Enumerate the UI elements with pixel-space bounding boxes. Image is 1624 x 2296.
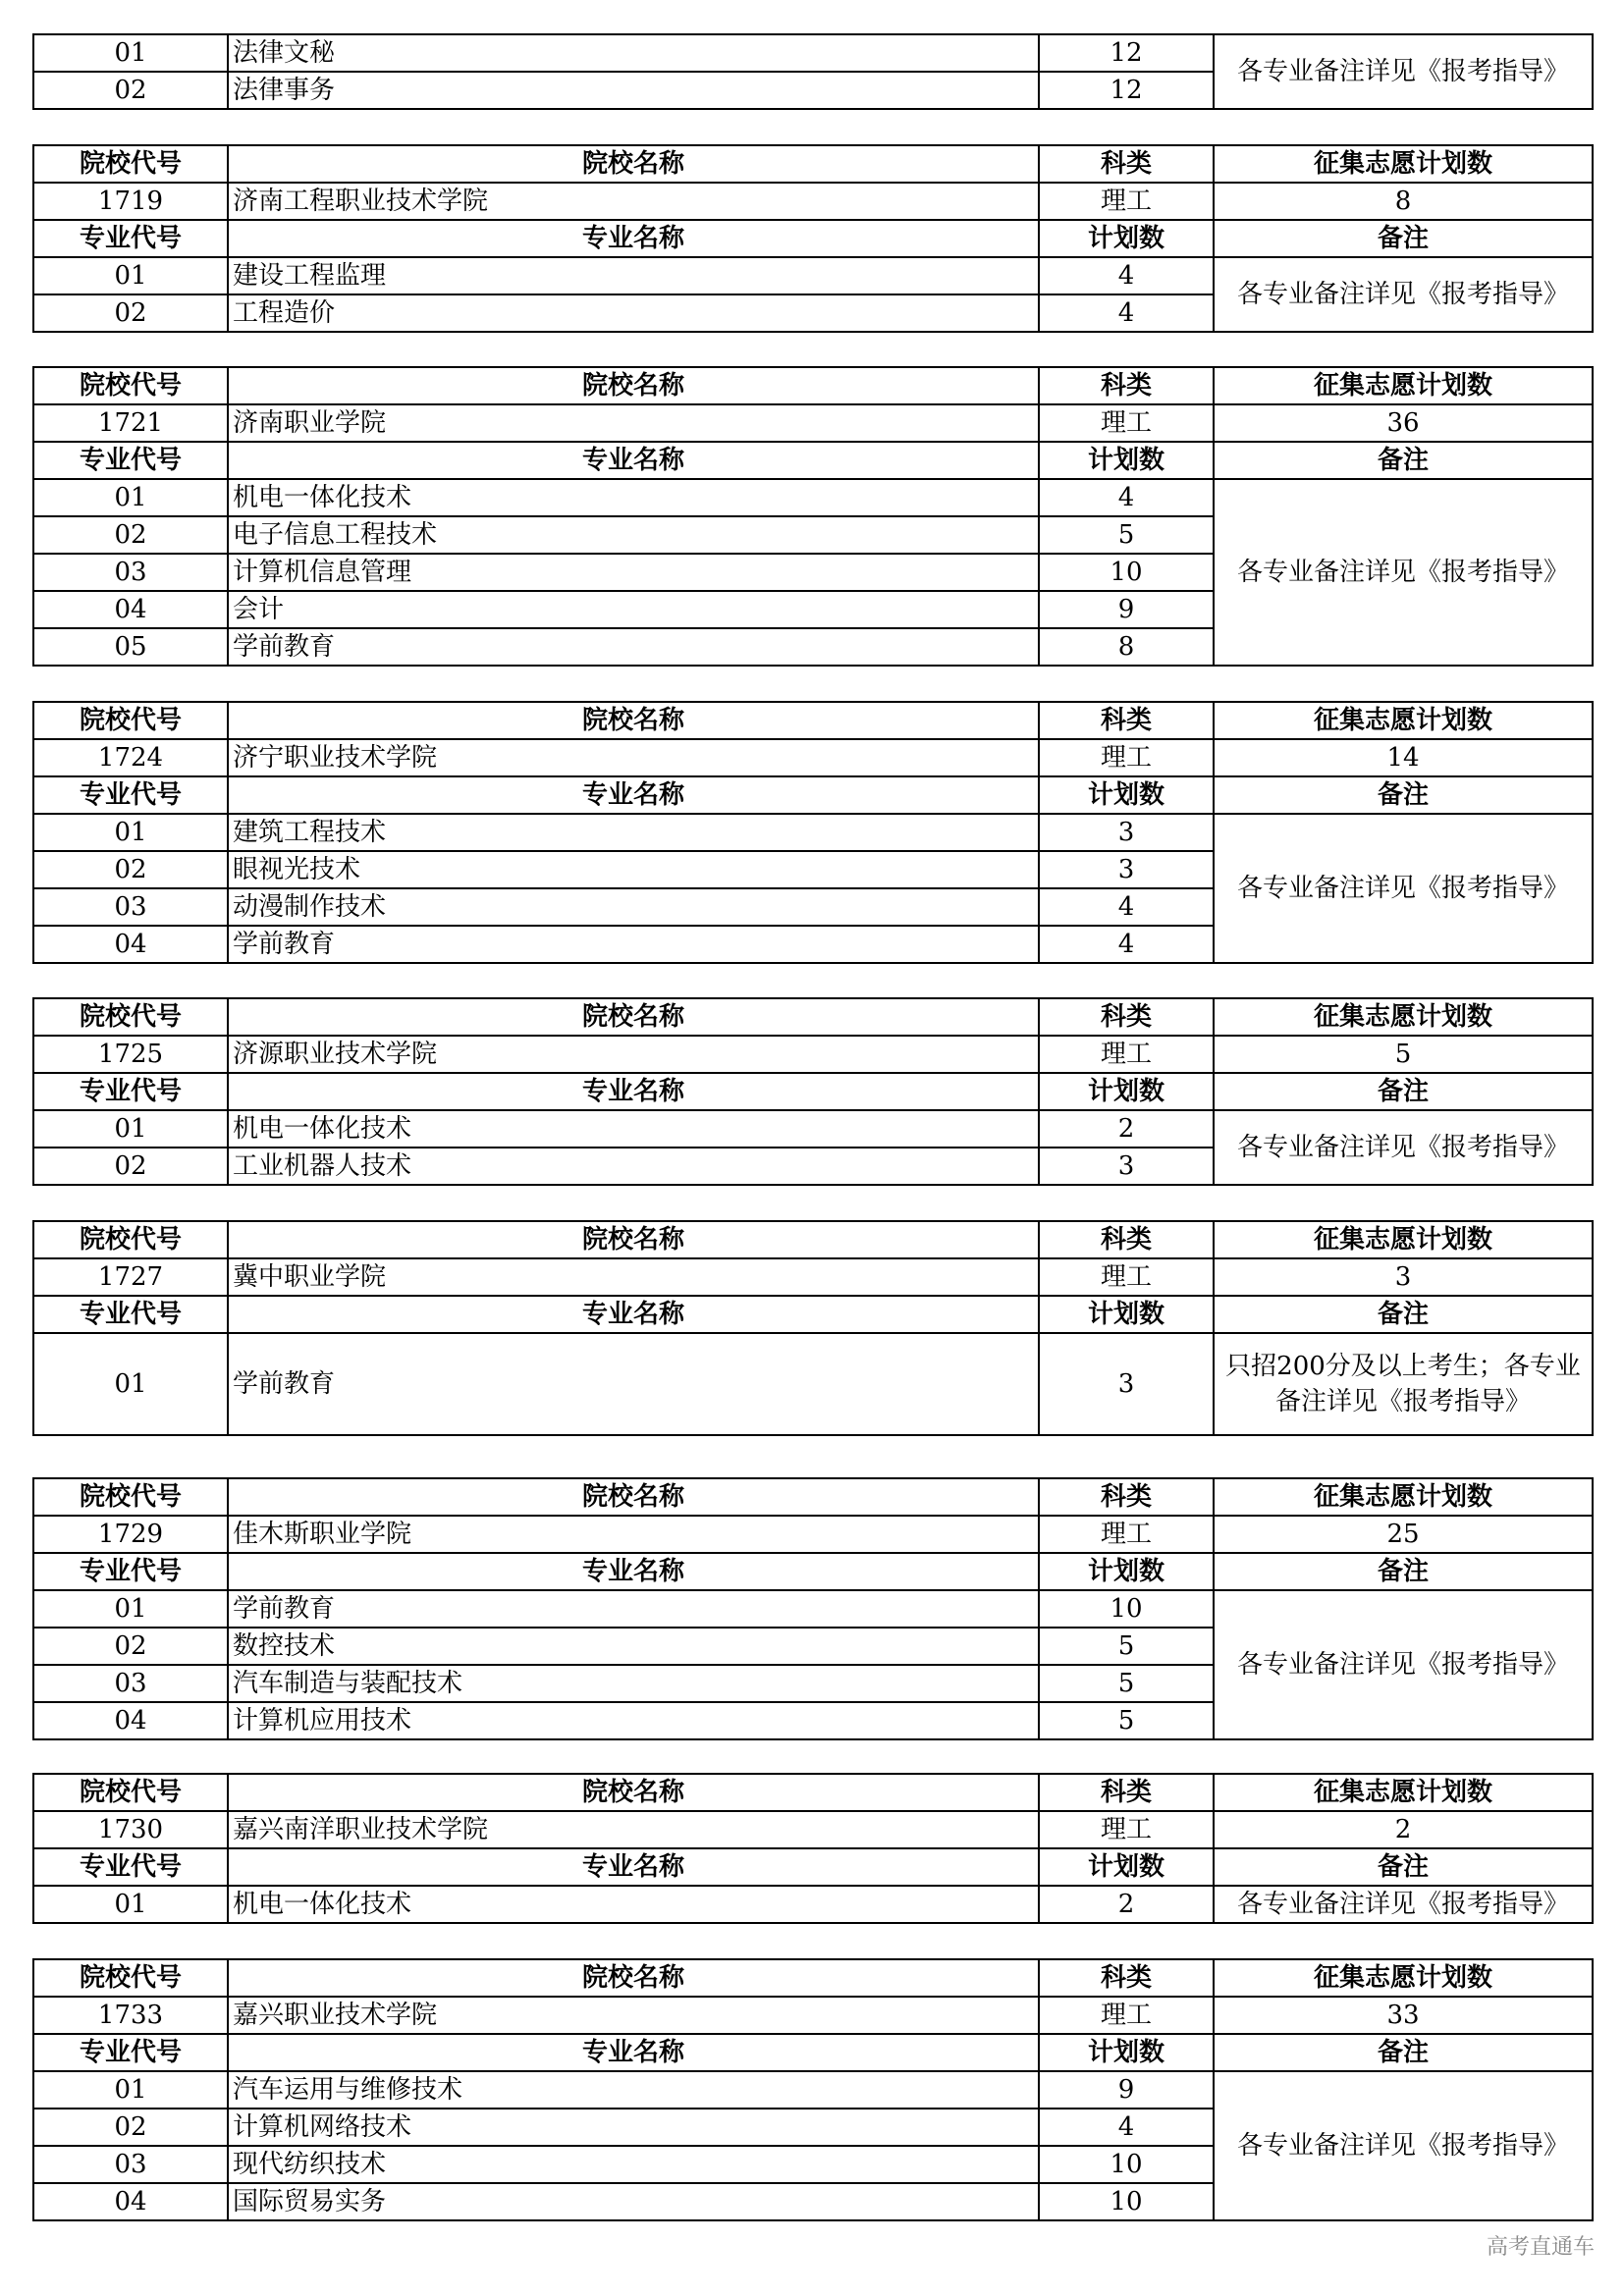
header-major-code: 专业代号 <box>33 220 228 257</box>
remark-line: 备注详见《报考指导》 <box>1274 1387 1531 1416</box>
header-category: 科类 <box>1039 702 1214 739</box>
header-major-name: 专业名称 <box>228 1073 1039 1110</box>
school-plan-total: 36 <box>1214 404 1593 442</box>
header-school-name: 院校名称 <box>228 702 1039 739</box>
header-category: 科类 <box>1039 367 1214 404</box>
major-code: 01 <box>33 1333 228 1435</box>
remark-cell: 各专业备注详见《报考指导》 <box>1214 1110 1593 1185</box>
header-remark: 备注 <box>1214 1553 1593 1590</box>
major-plan: 12 <box>1039 34 1214 72</box>
major-code: 04 <box>33 1702 228 1739</box>
school-name: 嘉兴职业技术学院 <box>228 1997 1039 2034</box>
major-plan: 4 <box>1039 888 1214 926</box>
table-row <box>33 1333 1593 1435</box>
major-header-row <box>33 220 1593 257</box>
school-row <box>33 1516 1593 1553</box>
major-header-row <box>33 776 1593 814</box>
major-code: 02 <box>33 1628 228 1665</box>
header-category: 科类 <box>1039 145 1214 183</box>
school-header-row <box>33 367 1593 404</box>
major-header-row <box>33 1848 1593 1886</box>
header-category: 科类 <box>1039 1959 1214 1997</box>
remark-cell: 各专业备注详见《报考指导》 <box>1214 34 1593 109</box>
header-plan: 计划数 <box>1039 776 1214 814</box>
major-name: 机电一体化技术 <box>228 1110 1039 1148</box>
major-plan: 3 <box>1039 1333 1214 1435</box>
remark-cell: 各专业备注详见《报考指导》 <box>1214 2071 1593 2220</box>
major-code: 02 <box>33 2109 228 2146</box>
major-code: 01 <box>33 1590 228 1628</box>
school-header-row <box>33 1959 1593 1997</box>
major-plan: 12 <box>1039 72 1214 109</box>
major-code: 03 <box>33 888 228 926</box>
header-remark: 备注 <box>1214 2034 1593 2071</box>
school-category: 理工 <box>1039 183 1214 220</box>
major-code: 02 <box>33 72 228 109</box>
header-plan: 计划数 <box>1039 442 1214 479</box>
header-plan-total: 征集志愿计划数 <box>1214 145 1593 183</box>
major-header-row <box>33 2034 1593 2071</box>
school-category: 理工 <box>1039 1997 1214 2034</box>
header-school-code: 院校代号 <box>33 1959 228 1997</box>
school-code: 1730 <box>33 1811 228 1848</box>
header-plan-total: 征集志愿计划数 <box>1214 1478 1593 1516</box>
header-plan-total: 征集志愿计划数 <box>1214 998 1593 1036</box>
major-plan: 10 <box>1039 554 1214 591</box>
header-school-name: 院校名称 <box>228 1959 1039 1997</box>
major-name: 学前教育 <box>228 628 1039 666</box>
major-plan: 5 <box>1039 1702 1214 1739</box>
major-code: 01 <box>33 1110 228 1148</box>
table-row <box>33 257 1593 294</box>
header-plan-total: 征集志愿计划数 <box>1214 1221 1593 1258</box>
header-plan: 计划数 <box>1039 1553 1214 1590</box>
school-name: 佳木斯职业学院 <box>228 1516 1039 1553</box>
major-plan: 2 <box>1039 1886 1214 1923</box>
school-table <box>32 1958 1594 2221</box>
school-plan-total: 14 <box>1214 739 1593 776</box>
major-name: 计算机应用技术 <box>228 1702 1039 1739</box>
major-name: 学前教育 <box>228 1333 1039 1435</box>
table-row <box>33 814 1593 851</box>
school-row <box>33 1036 1593 1073</box>
header-plan-total: 征集志愿计划数 <box>1214 367 1593 404</box>
major-name: 学前教育 <box>228 926 1039 963</box>
header-school-name: 院校名称 <box>228 1221 1039 1258</box>
header-remark: 备注 <box>1214 1848 1593 1886</box>
major-code: 04 <box>33 926 228 963</box>
header-school-name: 院校名称 <box>228 367 1039 404</box>
header-remark: 备注 <box>1214 442 1593 479</box>
header-category: 科类 <box>1039 1221 1214 1258</box>
major-plan: 4 <box>1039 926 1214 963</box>
header-school-code: 院校代号 <box>33 1221 228 1258</box>
school-name: 济源职业技术学院 <box>228 1036 1039 1073</box>
remark-cell: 各专业备注详见《报考指导》 <box>1214 257 1593 332</box>
school-name: 济宁职业技术学院 <box>228 739 1039 776</box>
header-major-code: 专业代号 <box>33 442 228 479</box>
major-code: 01 <box>33 479 228 516</box>
header-plan: 计划数 <box>1039 1296 1214 1333</box>
header-plan: 计划数 <box>1039 1848 1214 1886</box>
major-name: 法律文秘 <box>228 34 1039 72</box>
header-plan-total: 征集志愿计划数 <box>1214 702 1593 739</box>
school-plan-total: 8 <box>1214 183 1593 220</box>
header-remark: 备注 <box>1214 220 1593 257</box>
major-code: 04 <box>33 591 228 628</box>
school-name: 济南职业学院 <box>228 404 1039 442</box>
major-plan: 2 <box>1039 1110 1214 1148</box>
school-table <box>32 997 1594 1186</box>
school-header-row <box>33 1221 1593 1258</box>
school-plan-total: 5 <box>1214 1036 1593 1073</box>
header-major-code: 专业代号 <box>33 1073 228 1110</box>
school-table <box>32 701 1594 964</box>
major-plan: 9 <box>1039 2071 1214 2109</box>
major-code: 01 <box>33 2071 228 2109</box>
major-plan: 4 <box>1039 294 1214 332</box>
header-plan: 计划数 <box>1039 220 1214 257</box>
school-row <box>33 1258 1593 1296</box>
major-code: 05 <box>33 628 228 666</box>
remark-cell: 各专业备注详见《报考指导》 <box>1214 814 1593 963</box>
major-name: 会计 <box>228 591 1039 628</box>
major-code: 03 <box>33 2146 228 2183</box>
school-table <box>32 366 1594 667</box>
major-name: 计算机信息管理 <box>228 554 1039 591</box>
header-major-code: 专业代号 <box>33 1553 228 1590</box>
header-major-code: 专业代号 <box>33 776 228 814</box>
header-major-name: 专业名称 <box>228 1848 1039 1886</box>
major-code: 01 <box>33 257 228 294</box>
header-major-name: 专业名称 <box>228 776 1039 814</box>
school-code: 1724 <box>33 739 228 776</box>
header-major-name: 专业名称 <box>228 1296 1039 1333</box>
school-table <box>32 1220 1594 1436</box>
major-plan: 10 <box>1039 2183 1214 2220</box>
school-header-row <box>33 702 1593 739</box>
school-header-row <box>33 1478 1593 1516</box>
header-plan: 计划数 <box>1039 2034 1214 2071</box>
school-header-row <box>33 1774 1593 1811</box>
school-category: 理工 <box>1039 1811 1214 1848</box>
major-plan: 4 <box>1039 2109 1214 2146</box>
major-code: 02 <box>33 851 228 888</box>
major-code: 01 <box>33 1886 228 1923</box>
major-plan: 10 <box>1039 1590 1214 1628</box>
major-name: 现代纺织技术 <box>228 2146 1039 2183</box>
major-code: 03 <box>33 554 228 591</box>
header-remark: 备注 <box>1214 776 1593 814</box>
remark-cell: 各专业备注详见《报考指导》 <box>1214 1590 1593 1739</box>
major-header-row <box>33 1553 1593 1590</box>
table-row <box>33 479 1593 516</box>
major-name: 建设工程监理 <box>228 257 1039 294</box>
school-table <box>32 1773 1594 1924</box>
school-plan-total: 33 <box>1214 1997 1593 2034</box>
school-row <box>33 739 1593 776</box>
major-code: 03 <box>33 1665 228 1702</box>
major-name: 动漫制作技术 <box>228 888 1039 926</box>
remark-cell: 各专业备注详见《报考指导》 <box>1214 479 1593 666</box>
school-code: 1721 <box>33 404 228 442</box>
table-row <box>33 34 1593 72</box>
major-plan: 5 <box>1039 1628 1214 1665</box>
school-plan-total: 3 <box>1214 1258 1593 1296</box>
table-row <box>33 2071 1593 2109</box>
header-major-code: 专业代号 <box>33 1848 228 1886</box>
remark-cell <box>1214 1333 1593 1435</box>
school-table <box>32 144 1594 333</box>
watermark-text: 高考直通车 <box>1486 2235 1595 2260</box>
major-name: 计算机网络技术 <box>228 2109 1039 2146</box>
school-row <box>33 1997 1593 2034</box>
major-plan: 5 <box>1039 1665 1214 1702</box>
major-plan: 5 <box>1039 516 1214 554</box>
school-header-row <box>33 998 1593 1036</box>
school-name: 嘉兴南洋职业技术学院 <box>228 1811 1039 1848</box>
major-code: 02 <box>33 1148 228 1185</box>
school-table <box>32 1477 1594 1740</box>
school-row <box>33 404 1593 442</box>
remark-line: 只招200分及以上考生；各专业 <box>1225 1352 1581 1381</box>
header-school-name: 院校名称 <box>228 1774 1039 1811</box>
school-row <box>33 1811 1593 1848</box>
header-plan-total: 征集志愿计划数 <box>1214 1959 1593 1997</box>
school-category: 理工 <box>1039 1516 1214 1553</box>
school-category: 理工 <box>1039 1258 1214 1296</box>
school-header-row <box>33 145 1593 183</box>
major-header-row <box>33 1296 1593 1333</box>
school-row <box>33 183 1593 220</box>
major-name: 眼视光技术 <box>228 851 1039 888</box>
school-name: 冀中职业学院 <box>228 1258 1039 1296</box>
major-name: 机电一体化技术 <box>228 479 1039 516</box>
partial-major-table <box>32 33 1594 110</box>
major-plan: 3 <box>1039 1148 1214 1185</box>
school-category: 理工 <box>1039 404 1214 442</box>
major-name: 学前教育 <box>228 1590 1039 1628</box>
header-major-name: 专业名称 <box>228 2034 1039 2071</box>
school-name: 济南工程职业技术学院 <box>228 183 1039 220</box>
school-plan-total: 25 <box>1214 1516 1593 1553</box>
header-plan: 计划数 <box>1039 1073 1214 1110</box>
table-row <box>33 1886 1593 1923</box>
header-major-name: 专业名称 <box>228 442 1039 479</box>
table-row <box>33 1590 1593 1628</box>
school-code: 1727 <box>33 1258 228 1296</box>
major-name: 汽车运用与维修技术 <box>228 2071 1039 2109</box>
major-plan: 10 <box>1039 2146 1214 2183</box>
school-category: 理工 <box>1039 1036 1214 1073</box>
header-school-name: 院校名称 <box>228 1478 1039 1516</box>
major-name: 法律事务 <box>228 72 1039 109</box>
header-school-code: 院校代号 <box>33 998 228 1036</box>
header-major-name: 专业名称 <box>228 1553 1039 1590</box>
school-code: 1733 <box>33 1997 228 2034</box>
header-remark: 备注 <box>1214 1073 1593 1110</box>
major-name: 工程造价 <box>228 294 1039 332</box>
header-category: 科类 <box>1039 1774 1214 1811</box>
major-plan: 3 <box>1039 851 1214 888</box>
major-plan: 4 <box>1039 257 1214 294</box>
header-major-code: 专业代号 <box>33 2034 228 2071</box>
table-row <box>33 1110 1593 1148</box>
major-name: 工业机器人技术 <box>228 1148 1039 1185</box>
major-header-row <box>33 442 1593 479</box>
major-name: 汽车制造与装配技术 <box>228 1665 1039 1702</box>
major-name: 电子信息工程技术 <box>228 516 1039 554</box>
header-category: 科类 <box>1039 1478 1214 1516</box>
major-header-row <box>33 1073 1593 1110</box>
header-school-code: 院校代号 <box>33 1774 228 1811</box>
remark-cell: 各专业备注详见《报考指导》 <box>1214 1886 1593 1923</box>
major-plan: 3 <box>1039 814 1214 851</box>
header-school-name: 院校名称 <box>228 145 1039 183</box>
major-name: 机电一体化技术 <box>228 1886 1039 1923</box>
major-name: 国际贸易实务 <box>228 2183 1039 2220</box>
major-code: 01 <box>33 34 228 72</box>
school-plan-total: 2 <box>1214 1811 1593 1848</box>
major-code: 02 <box>33 516 228 554</box>
header-school-code: 院校代号 <box>33 1478 228 1516</box>
major-code: 04 <box>33 2183 228 2220</box>
header-school-code: 院校代号 <box>33 145 228 183</box>
major-name: 数控技术 <box>228 1628 1039 1665</box>
major-plan: 4 <box>1039 479 1214 516</box>
school-code: 1729 <box>33 1516 228 1553</box>
major-name: 建筑工程技术 <box>228 814 1039 851</box>
header-school-name: 院校名称 <box>228 998 1039 1036</box>
major-plan: 9 <box>1039 591 1214 628</box>
header-category: 科类 <box>1039 998 1214 1036</box>
major-code: 02 <box>33 294 228 332</box>
header-school-code: 院校代号 <box>33 702 228 739</box>
header-plan-total: 征集志愿计划数 <box>1214 1774 1593 1811</box>
header-major-code: 专业代号 <box>33 1296 228 1333</box>
header-school-code: 院校代号 <box>33 367 228 404</box>
school-category: 理工 <box>1039 739 1214 776</box>
header-major-name: 专业名称 <box>228 220 1039 257</box>
school-code: 1719 <box>33 183 228 220</box>
major-code: 01 <box>33 814 228 851</box>
major-plan: 8 <box>1039 628 1214 666</box>
header-remark: 备注 <box>1214 1296 1593 1333</box>
school-code: 1725 <box>33 1036 228 1073</box>
